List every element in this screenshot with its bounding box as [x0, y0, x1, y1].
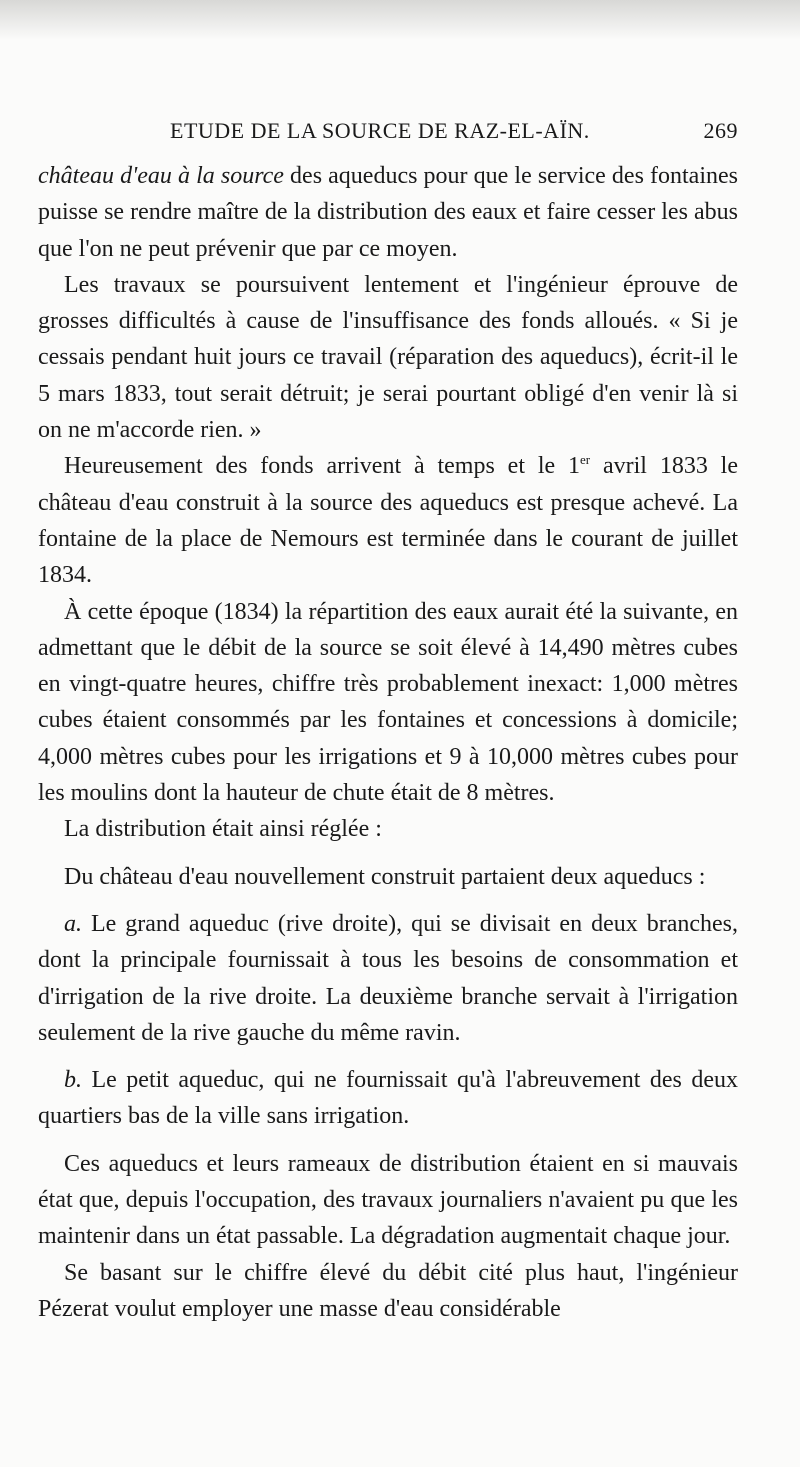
- list-label: a.: [64, 910, 82, 937]
- paragraph-text: Heureusement des fonds arrivent à temps et le 1: [64, 453, 581, 480]
- paragraph-3: [38, 448, 738, 593]
- paragraph-1: [38, 158, 738, 267]
- paragraph-text: avril 1833 le château d'eau construit à la source des aqueducs est presque achevé. La fontaine de la place de Nemours est terminée dans le courant de juillet 1834.: [38, 453, 738, 589]
- running-title: ETUDE DE LA SOURCE DE RAZ-EL-AÏN.: [170, 118, 590, 143]
- list-label: b.: [64, 1067, 82, 1094]
- italic-phrase: château d'eau à la source: [38, 163, 284, 189]
- paragraph-text: Le petit aqueduc, qui ne fournissait qu'à l'abreuvement des deux quartiers bas de la ville sans irrigation.: [38, 1067, 738, 1130]
- paragraph-4: À cette époque (1834) la répartition des eaux aurait été la suivante, en admettant que le débit de la source se soit élevé à 14,490 mètres cubes en vingt-quatre heures, chiffre très probablement inexact: 1,000 mètres cubes étaient consommés par les fontaines et concessions à domicile; 4,000 mètres cubes pour les irrigations et 9 à 10,000 mètres cubes pour les moulins dont la hauteur de chute était de 8 mètres.: [38, 598, 738, 807]
- page-header: [38, 118, 738, 148]
- paragraph-text: Le grand aqueduc (rive droite), qui se divisait en deux branches, dont la principale fournissait à tous les besoins de consommation et d'irrigation de la rive droite. La deuxième branche servait à l'irrigation seulement de la rive gauche du même ravin.: [38, 910, 738, 1046]
- paragraph-text: des aqueducs pour que le service des fontaines puisse se rendre maître de la distribution des eaux et faire cesser les abus que l'on ne peut prévenir que par ce moyen.: [38, 163, 738, 262]
- body-text: [38, 158, 738, 1327]
- paragraph-6: Du château d'eau nouvellement construit partaient deux aqueducs :: [64, 863, 706, 890]
- superscript: er: [580, 452, 591, 468]
- paragraph-7: [38, 906, 738, 1051]
- page-number: 269: [703, 118, 738, 143]
- paragraph-2: Les travaux se poursuivent lentement et l'ingénieur éprouve de grosses difficultés à cause de l'insuffisance des fonds alloués. « Si je cessais pendant huit jours ce travail (réparation des aqueducs), écrit-il le 5 mars 1833, tout serait détruit; je serai pourtant obligé d'en venir là si on ne m'accorde rien. »: [38, 271, 738, 444]
- paragraph-10: Se basant sur le chiffre élevé du débit cité plus haut, l'ingénieur Pézerat voulut employer une masse d'eau considérable: [38, 1259, 738, 1322]
- paragraph-8: [38, 1062, 738, 1135]
- paragraph-5: La distribution était ainsi réglée :: [64, 816, 382, 843]
- paragraph-9: Ces aqueducs et leurs rameaux de distribution étaient en si mauvais état que, depuis l'occupation, des travaux journaliers n'avaient pu que les maintenir dans un état passable. La dégradation augmentait chaque jour.: [38, 1150, 738, 1250]
- book-page: [38, 0, 738, 1467]
